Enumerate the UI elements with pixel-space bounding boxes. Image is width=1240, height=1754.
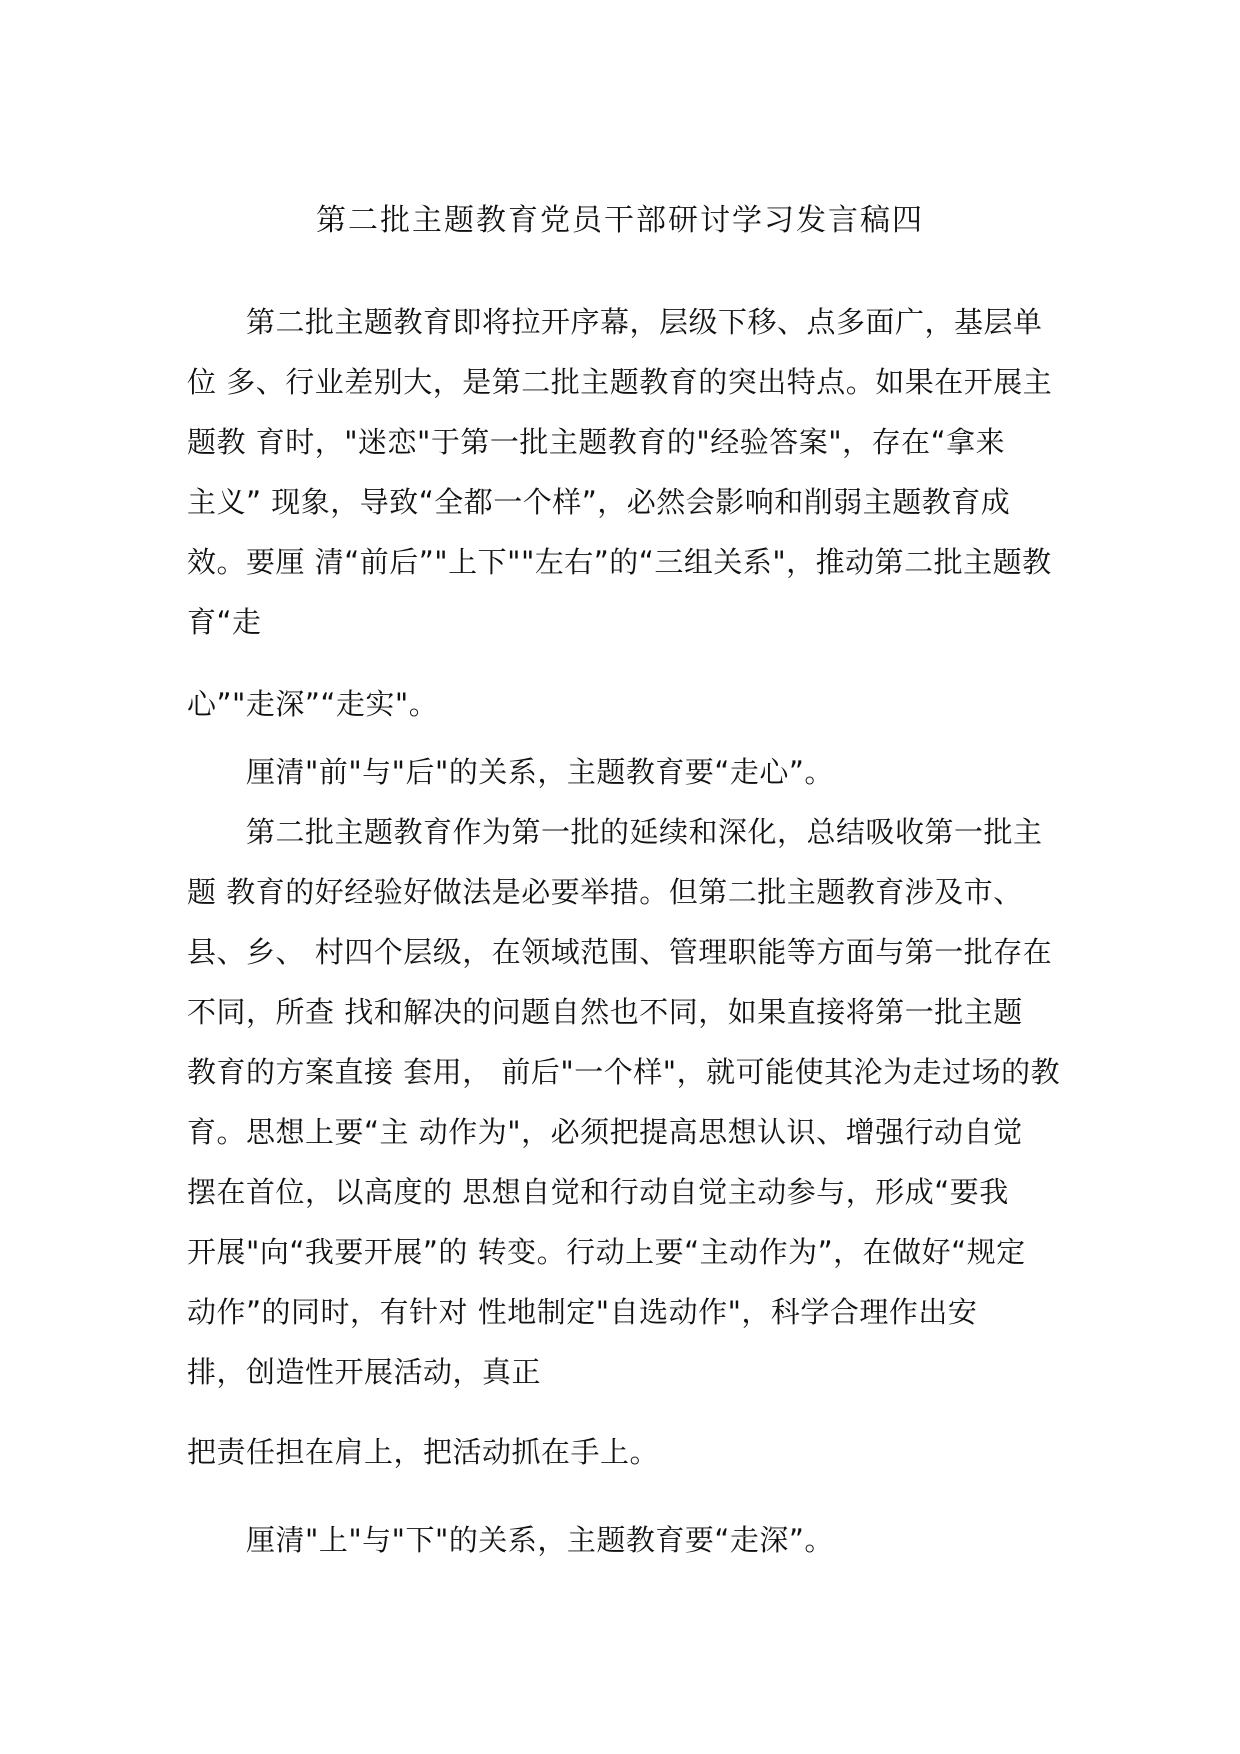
paragraph-line: 第二批主题教育即将拉开序幕，层级下移、点多面广，基层单 <box>246 305 1043 339</box>
paragraph-line: 县、乡、 村四个层级，在领域范围、管理职能等方面与第一批存在 <box>187 935 1053 969</box>
section-heading: 厘清"前"与"后"的关系，主题教育要“走心”。 <box>246 755 834 789</box>
paragraph-line: 不同，所查 找和解决的问题自然也不同，如果直接将第一批主题 <box>187 995 1023 1029</box>
paragraph-line: 开展"向“我要开展”的 转变。行动上要“主动作为”，在做好“规定 <box>187 1235 1026 1269</box>
paragraph-line: 排，创造性开展活动，真正 <box>187 1355 542 1389</box>
paragraph-line: 第二批主题教育作为第一批的延续和深化，总结吸收第一批主 <box>246 815 1043 849</box>
paragraph-line: 育“走 <box>187 605 262 639</box>
paragraph-line: 题教 育时，"迷恋"于第一批主题教育的"经验答案"，存在“拿来 <box>187 425 1006 459</box>
paragraph-line: 摆在首位，以高度的 思想自觉和行动自觉主动参与，形成“要我 <box>187 1175 1009 1209</box>
paragraph-line: 位 多、行业差别大，是第二批主题教育的突出特点。如果在开展主 <box>187 365 1053 399</box>
paragraph-line: 动作”的同时，有针对 性地制定"自选动作"，科学合理作出安 <box>187 1295 978 1329</box>
paragraph-line: 教育的方案直接 套用， 前后"一个样"，就可能使其沦为走过场的教 <box>187 1055 1061 1089</box>
section-heading: 厘清"上"与"下"的关系，主题教育要“走深”。 <box>246 1523 834 1557</box>
paragraph-line: 效。要厘 清“前后”"上下""左右”的“三组关系"，推动第二批主题教 <box>187 545 1052 579</box>
document-title: 第二批主题教育党员干部研讨学习发言稿四 <box>316 203 924 238</box>
paragraph-line: 把责任担在肩上，把活动抓在手上。 <box>187 1435 660 1469</box>
paragraph-line: 心”"走深”“走实"。 <box>187 687 439 721</box>
paragraph-line: 育。思想上要“主 动作为"，必须把提高思想认识、增强行动自觉 <box>187 1115 1023 1149</box>
paragraph-line: 主义” 现象，导致“全都一个样”，必然会影响和削弱主题教育成 <box>187 485 1011 519</box>
paragraph-line: 题 教育的好经验好做法是必要举措。但第二批主题教育涉及市、 <box>187 875 1023 909</box>
